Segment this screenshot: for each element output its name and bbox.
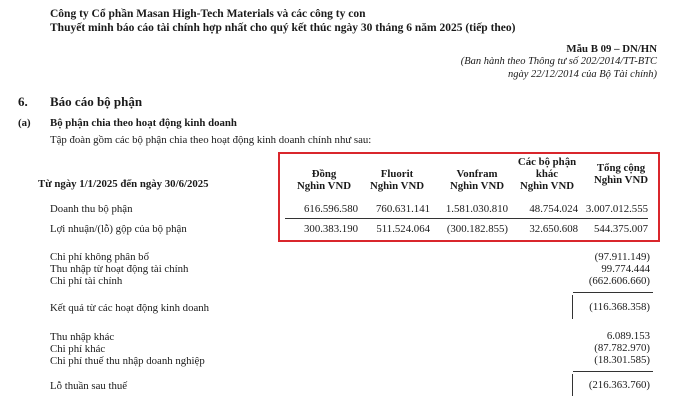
gross-profit-other: 32.650.608	[529, 223, 578, 235]
section-number: 6.	[18, 94, 28, 109]
row-label-operating-result: Kết quả từ các hoạt động kinh doanh	[50, 302, 210, 314]
gross-profit-dong: 300.383.190	[304, 223, 358, 235]
operating-result-value: (116.368.358)	[589, 301, 650, 313]
col-header-fluorit: Fluorit Nghìn VND	[369, 168, 425, 192]
col-header-vonfram: Vonfram Nghìn VND	[449, 168, 505, 192]
income-tax-value: (18.301.585)	[594, 354, 650, 366]
form-note-1: (Ban hành theo Thông tư số 202/2014/TT-BTC	[460, 56, 657, 67]
revenue-fluorit: 760.631.141	[376, 203, 430, 215]
segment-divider	[285, 218, 648, 219]
row-label-financial-expenses: Chi phí tài chính	[50, 275, 123, 287]
section-title: Báo cáo bộ phận	[50, 94, 143, 109]
financial-income-value: 99.774.444	[601, 263, 650, 275]
report-subtitle: Thuyết minh báo cáo tài chính hợp nhất cho quý kết thúc ngày 30 tháng 6 năm 2025 (tiếp theo)	[50, 22, 516, 34]
row-label-gross-profit: Lợi nhuận/(lỗ) gộp của bộ phận	[50, 223, 187, 235]
unallocated-expenses-value: (97.911.149)	[594, 251, 650, 263]
subsection-label: (a)	[18, 117, 31, 129]
other-expenses-value: (87.782.970)	[594, 342, 650, 354]
row-label-income-tax: Chi phí thuế thu nhập doanh nghiệp	[50, 355, 205, 367]
revenue-vonfram: 1.581.030.810	[445, 203, 508, 215]
subsection-title: Bộ phận chia theo hoạt động kinh doanh	[50, 117, 237, 129]
subtotal-rule-1	[573, 292, 653, 293]
gross-profit-vonfram: (300.182.855)	[446, 223, 508, 235]
financial-expenses-value: (662.606.660)	[588, 275, 650, 287]
other-income-value: 6.089.153	[606, 330, 650, 342]
col-header-total: Tổng cộng Nghìn VND	[593, 162, 649, 186]
revenue-other: 48.754.024	[529, 203, 578, 215]
row-label-financial-income: Thu nhập từ hoạt động tài chính	[50, 263, 189, 275]
revenue-dong: 616.596.580	[304, 203, 358, 215]
subtotal-rule-2	[573, 371, 653, 372]
period-label: Từ ngày 1/1/2025 đến ngày 30/6/2025	[38, 178, 209, 190]
company-name: Công ty Cổ phần Masan High-Tech Materials và các công ty con	[50, 8, 366, 20]
revenue-total: 3.007.012.555	[585, 203, 648, 215]
col-header-dong: Đồng Nghìn VND	[296, 168, 352, 192]
row-label-net-loss: Lỗ thuần sau thuế	[50, 380, 128, 392]
row-label-revenue: Doanh thu bộ phận	[50, 203, 133, 215]
form-code: Mẫu B 09 – DN/HN	[566, 43, 657, 55]
gross-profit-fluorit: 511.524.064	[376, 223, 430, 235]
net-loss-value: (216.363.760)	[588, 379, 650, 391]
subsection-intro: Tập đoàn gồm các bộ phận chia theo hoạt động kinh doanh chính như sau:	[50, 134, 372, 146]
gross-profit-total: 544.375.007	[594, 223, 648, 235]
row-label-unallocated-expenses: Chi phí không phân bổ	[50, 251, 149, 263]
form-note-2: ngày 22/12/2014 của Bộ Tài chính)	[507, 69, 657, 80]
row-label-other-income: Thu nhập khác	[50, 331, 115, 343]
row-label-other-expenses: Chi phí khác	[50, 343, 106, 355]
col-header-other-segments: Các bộ phận khác Nghìn VND	[517, 156, 577, 192]
